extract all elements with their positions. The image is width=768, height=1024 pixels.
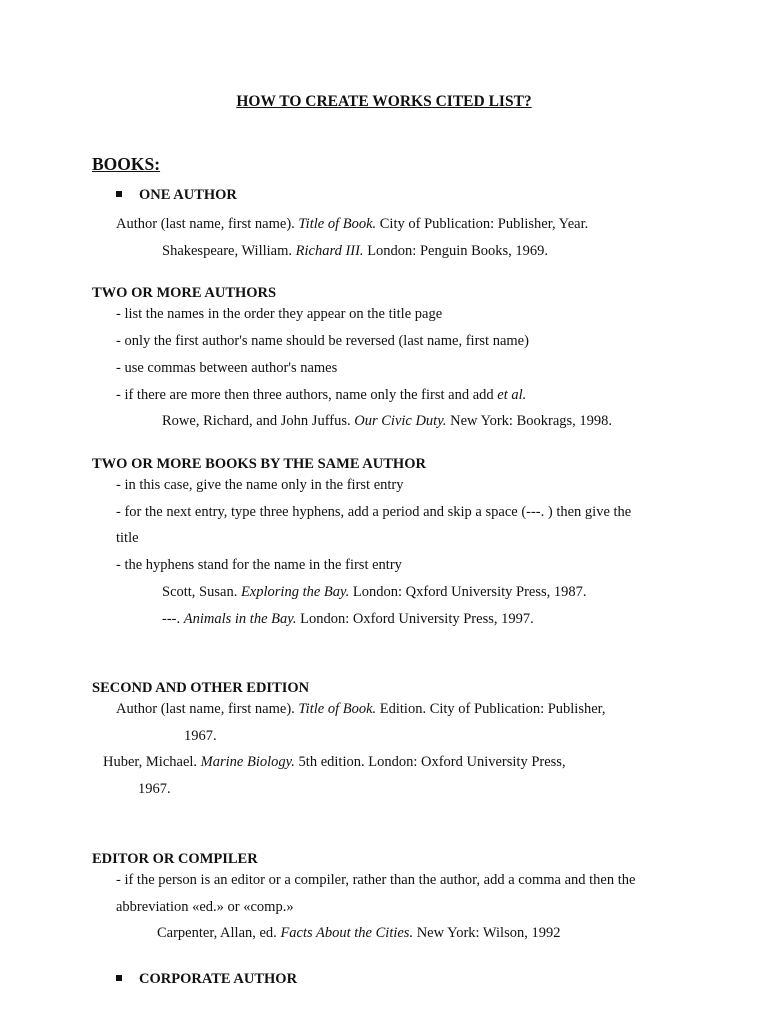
edition-example-cont: 1967. bbox=[138, 781, 171, 797]
same-author-rule: - in this case, give the name only in the first entry bbox=[116, 477, 404, 493]
square-bullet-icon bbox=[116, 975, 122, 981]
same-author-rule: - the hyphens stand for the name in the first entry bbox=[116, 557, 402, 573]
two-authors-rule: - list the names in the order they appear on the title page bbox=[116, 306, 443, 322]
edition-example: Huber, Michael. Marine Biology. 5th edition. London: Oxford University Press, bbox=[103, 754, 566, 770]
editor-example: Carpenter, Allan, ed. Facts About the Cities. New York: Wilson, 1992 bbox=[157, 925, 561, 941]
same-author-example: ---. Animals in the Bay. London: Oxford University Press, 1997. bbox=[162, 611, 534, 627]
same-author-rule: - for the next entry, type three hyphens, add a period and skip a space (---. ) then give the bbox=[116, 504, 632, 520]
two-authors-rule: - if there are more then three authors, name only the first and add et al. bbox=[116, 387, 527, 403]
same-author-example: Scott, Susan. Exploring the Bay. London: Qxford University Press, 1987. bbox=[162, 584, 587, 600]
editor-rule-cont: abbreviation «ed.» or «comp.» bbox=[116, 899, 294, 915]
edition-heading: SECOND AND OTHER EDITION bbox=[92, 680, 310, 696]
editor-heading: EDITOR OR COMPILER bbox=[92, 851, 258, 867]
editor-rule: - if the person is an editor or a compiler, rather than the author, add a comma and then the bbox=[116, 872, 636, 888]
books-heading: BOOKS: bbox=[92, 154, 161, 174]
corporate-heading bbox=[116, 970, 297, 988]
same-author-heading: TWO OR MORE BOOKS BY THE SAME AUTHOR bbox=[92, 456, 426, 472]
one-author-heading bbox=[116, 186, 237, 204]
one-author-format: Author (last name, first name). Title of Book. City of Publication: Publisher, Year. bbox=[116, 216, 589, 232]
square-bullet-icon bbox=[116, 191, 122, 197]
edition-format-cont: 1967. bbox=[184, 728, 217, 744]
edition-format: Author (last name, first name). Title of Book. Edition. City of Publication: Publisher, bbox=[116, 701, 606, 717]
two-authors-heading: TWO OR MORE AUTHORS bbox=[92, 285, 277, 301]
two-authors-example: Rowe, Richard, and John Juffus. Our Civic Duty. New York: Bookrags, 1998. bbox=[162, 413, 613, 429]
one-author-example: Shakespeare, William. Richard III. London: Penguin Books, 1969. bbox=[162, 243, 549, 259]
two-authors-rule: - only the first author's name should be reversed (last name, first name) bbox=[116, 333, 529, 349]
same-author-rule-cont: title bbox=[116, 530, 139, 546]
one-author-heading-text: ONE AUTHOR bbox=[139, 187, 237, 203]
two-authors-rule: - use commas between author's names bbox=[116, 360, 338, 376]
corporate-heading-text: CORPORATE AUTHOR bbox=[139, 971, 298, 987]
page-title: HOW TO CREATE WORKS CITED LIST? bbox=[236, 93, 532, 110]
